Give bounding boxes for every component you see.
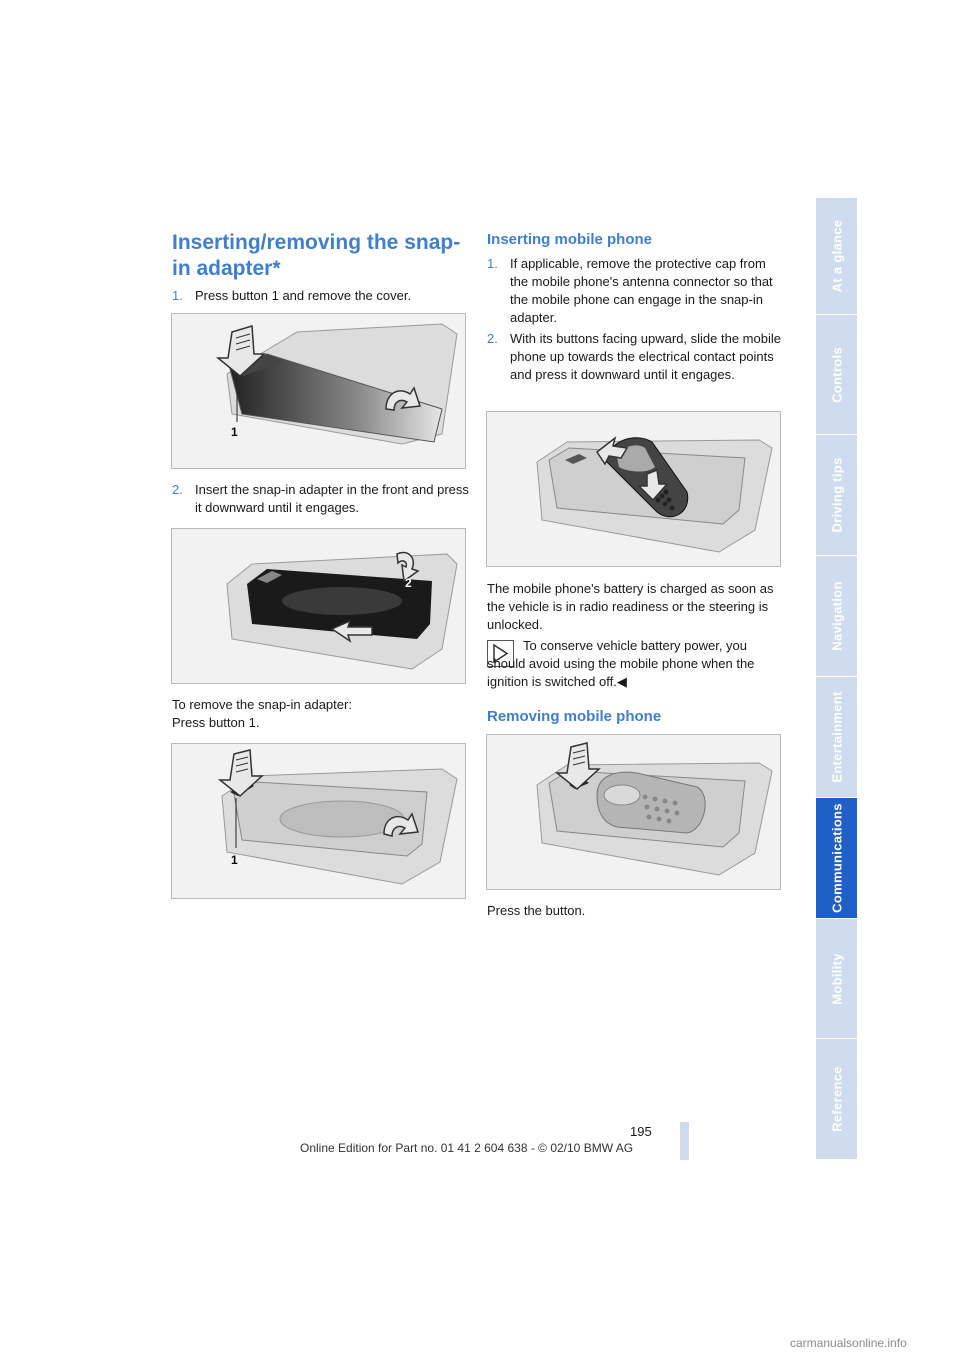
tab-label: Communications (829, 803, 844, 913)
tab-label: Driving tips (829, 457, 844, 533)
figure-callout: 2 (405, 576, 412, 590)
figure-remove-cover (171, 313, 466, 469)
tab-navigation[interactable] (816, 556, 857, 677)
left-step-1 (172, 287, 472, 305)
step-number: 1. (172, 288, 183, 303)
figure-insert-phone (486, 411, 781, 567)
figure-callout: 1 (231, 425, 238, 439)
tab-controls[interactable] (816, 315, 857, 435)
tab-label: Mobility (829, 952, 844, 1005)
removing-phone-title: Removing mobile phone (487, 708, 662, 725)
tab-at-a-glance[interactable] (816, 198, 857, 315)
figure-callout: 1 (231, 853, 238, 867)
tab-entertainment[interactable] (816, 677, 857, 798)
figure-insert-adapter (171, 528, 466, 684)
right-step-1 (487, 255, 787, 327)
step-text: Press button 1 and remove the cover. (195, 288, 412, 303)
watermark: carmanualsonline.info (790, 1336, 907, 1350)
section-title: Inserting/removing the snap-in adapter* (172, 231, 461, 280)
tab-driving-tips[interactable] (816, 435, 857, 556)
remove-adapter-instructions (172, 696, 472, 732)
tab-mobility[interactable] (816, 919, 857, 1039)
page-marker (680, 1122, 689, 1160)
step-text: If applicable, remove the protective cap from the mobile phone's antenna connector so that the mobile phone can engage in the snap-in adapter. (510, 256, 773, 325)
press-button-text: Press the button. (487, 903, 586, 918)
tab-label: Navigation (829, 581, 844, 651)
step-number: 2. (172, 482, 183, 497)
step-number: 1. (487, 256, 498, 271)
tab-reference[interactable] (816, 1039, 857, 1160)
figure-remove-adapter (171, 743, 466, 899)
page-number: 195 (630, 1124, 652, 1139)
step-text: With its buttons facing upward, slide the mobile phone up towards the electrical contact points and press it downward until it engages. (510, 331, 781, 382)
tab-label: Reference (829, 1066, 844, 1132)
tab-label: Controls (829, 346, 844, 403)
battery-charging-text: The mobile phone's battery is charged as soon as the vehicle is in radio readiness or the steering is unlocked. (487, 581, 774, 632)
step-number: 2. (487, 331, 498, 346)
remove-line-2: Press button 1. (172, 715, 260, 730)
tab-label: Entertainment (829, 691, 844, 783)
tab-label: At a glance (829, 219, 844, 293)
figure-remove-phone (486, 734, 781, 890)
battery-note-text: To conserve vehicle battery power, you should avoid using the mobile phone when the ignition is switched off.◀ (487, 638, 755, 689)
remove-line-1: To remove the snap-in adapter: (172, 697, 352, 712)
left-step-2 (172, 481, 472, 517)
tab-communications[interactable] (816, 798, 857, 919)
inserting-phone-title: Inserting mobile phone (487, 231, 653, 248)
step-text: Insert the snap-in adapter in the front and press it downward until it engages. (195, 482, 469, 515)
edition-footer: Online Edition for Part no. 01 41 2 604 638 - © 02/10 BMW AG (300, 1141, 634, 1155)
right-step-2 (487, 330, 787, 384)
